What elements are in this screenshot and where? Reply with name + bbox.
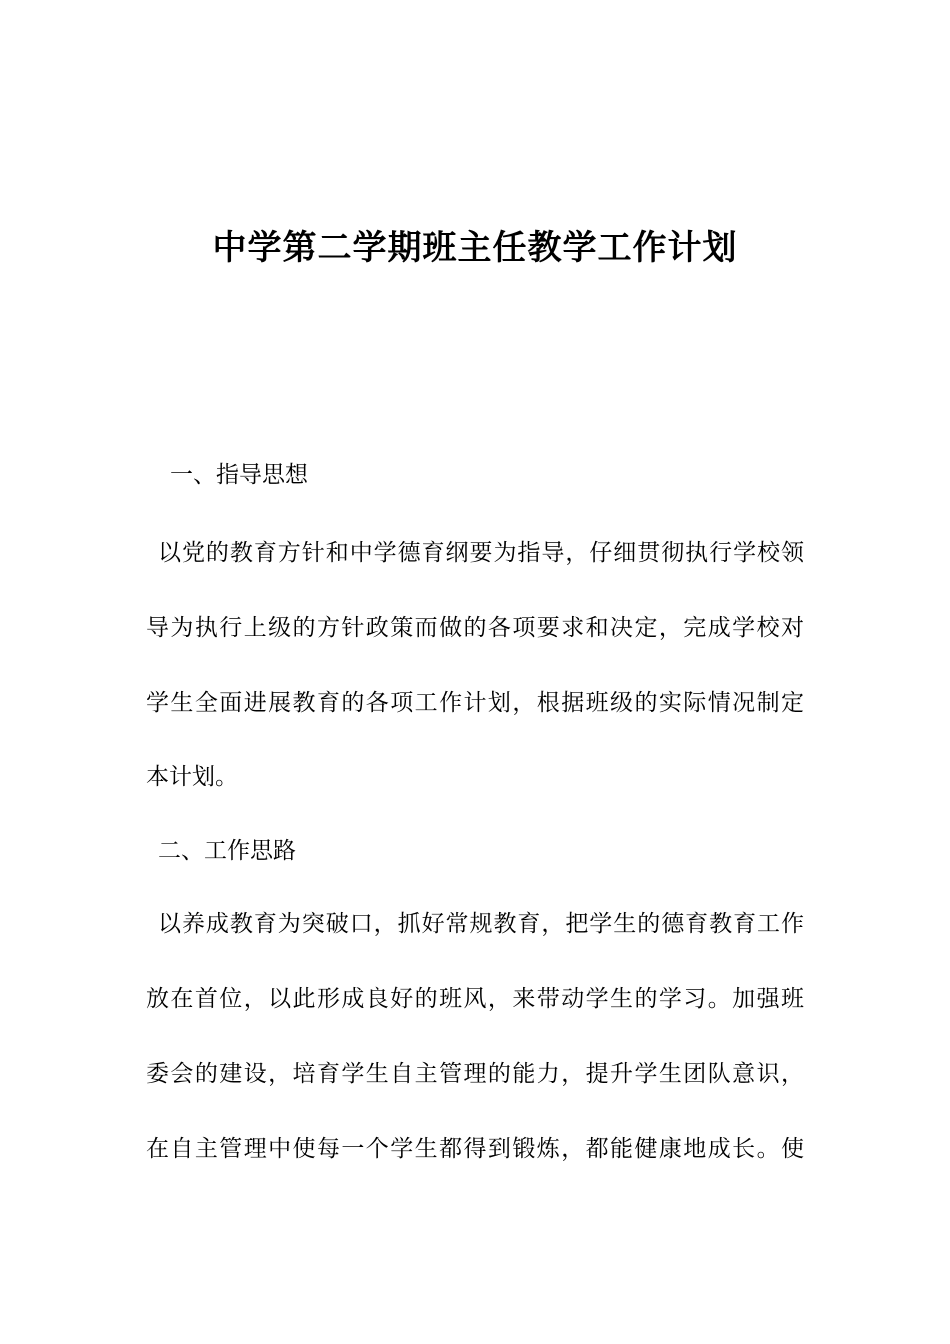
document-title: 中学第二学期班主任教学工作计划	[212, 228, 738, 268]
paragraph-line-text: 以养成教育为突破口，抓好常规教育，把学生的德育教育工作	[158, 911, 804, 937]
paragraph-line	[146, 611, 804, 645]
paragraph-line	[146, 982, 804, 1016]
paragraph-line	[158, 536, 804, 570]
paragraph-line-text: 放在首位，以此形成良好的班风，来带动学生的学习。加强班	[146, 986, 804, 1012]
section-heading-guiding-ideology: 一、指导思想	[170, 462, 308, 488]
paragraph-line-text: 委会的建设，培育学生自主管理的能力，提升学生团队意识，	[146, 1061, 804, 1087]
paragraph-line	[158, 907, 804, 941]
section-heading-work-approach: 二、工作思路	[158, 838, 296, 864]
paragraph-line	[146, 1057, 804, 1091]
paragraph-line-text: 学生全面进展教育的各项工作计划，根据班级的实际情况制定	[146, 690, 804, 716]
paragraph-line-text: 在自主管理中使每一个学生都得到锻炼，都能健康地成长。使	[146, 1136, 804, 1162]
paragraph-line	[146, 686, 804, 720]
paragraph-line	[146, 1132, 804, 1166]
paragraph-line-text: 导为执行上级的方针政策而做的各项要求和决定，完成学校对	[146, 615, 804, 641]
paragraph-line-text: 以党的教育方针和中学德育纲要为指导，仔细贯彻执行学校领	[158, 540, 804, 566]
paragraph-line: 本计划。	[146, 764, 238, 790]
